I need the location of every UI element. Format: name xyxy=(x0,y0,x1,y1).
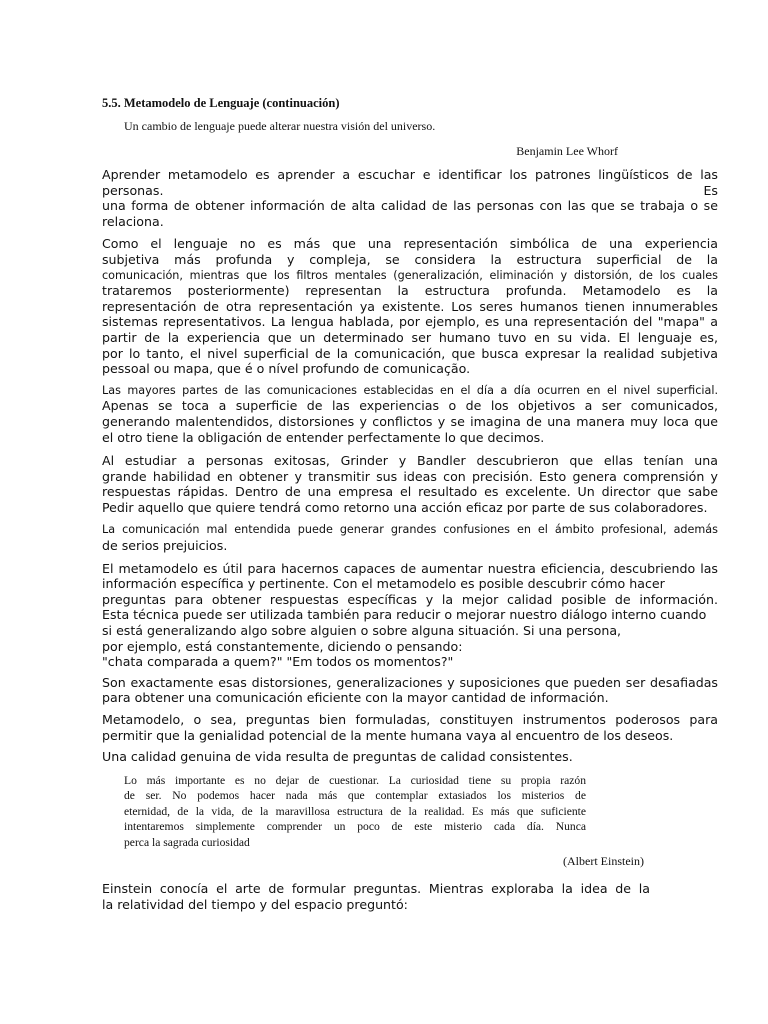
paragraph-1 xyxy=(102,167,718,229)
text-line: partir de la experiencia que un determinado ser humano tuvo en su vida. El lenguaje es, xyxy=(102,329,718,345)
text-line: trataremos posteriormente) representan la estructura profunda. Metamodelo es la xyxy=(102,283,718,299)
section-heading: 5.5. Metamodelo de Lenguaje (continuación) xyxy=(102,96,340,110)
quote-line: de ser. No podemos hacer nada más que contemplar extasiados los misterios de xyxy=(124,789,586,803)
text-line: Esta técnica puede ser utilizada también para reducir o mejorar nuestro diálogo interno cuando xyxy=(102,607,707,623)
text-line: El metamodelo es útil para hacernos capaces de aumentar nuestra eficiencia, descubriendo las xyxy=(102,560,718,576)
text-line: pessoal ou mapa, que é o nível profundo de comunicação. xyxy=(102,361,471,377)
paragraph-7 xyxy=(102,675,718,706)
quote-line: intentaremos simplemente comprender un poco de este misterio cada día. Nunca xyxy=(124,820,586,834)
text-line: Son exactamente esas distorsiones, generalizaciones y suposiciones que pueden ser desafiadas xyxy=(102,674,718,690)
text-line: Las mayores partes de las comunicaciones establecidas en el día a día ocurren en el nivel superficial. xyxy=(102,383,718,397)
text-line: la relatividad del tiempo y del espacio preguntó: xyxy=(102,896,408,912)
text-line: relaciona. xyxy=(102,213,164,229)
text-line: Al estudiar a personas exitosas, Grinder y Bandler descubrieron que ellas tenían una xyxy=(102,453,718,469)
paragraph-10 xyxy=(102,881,650,912)
text-line: Metamodelo, o sea, preguntas bien formuladas, constituyen instrumentos poderosos para xyxy=(102,712,718,727)
text-line: para obtener una comunicación eficiente con la mayor cantidad de información. xyxy=(102,690,609,706)
text-line: permitir que la genialidad potencial de la mente humana vaya al encuentro de los deseos. xyxy=(102,727,674,743)
text-line: una forma de obtener información de alta calidad de las personas con las que se trabaja o se xyxy=(102,198,718,214)
text-line: Una calidad genuina de vida resulta de preguntas de calidad consistentes. xyxy=(102,749,573,765)
text-line: si está generalizando algo sobre alguien o sobre alguna situación. Si una persona, xyxy=(102,623,622,639)
paragraph-6 xyxy=(102,561,718,670)
text-line: de serios prejuicios. xyxy=(102,538,228,554)
text-line: representación de otra representación ya existente. Los seres humanos tienen innumerables xyxy=(102,298,718,314)
text-line: información específica y pertinente. Con el metamodelo es posible descubrir cómo hacer xyxy=(102,576,665,592)
quote-line: eternidad, de la vida, de la maravillosa estructura de la realidad. Es más que suficiente xyxy=(124,804,586,818)
text-line: por ejemplo, está constantemente, diciendo o pensando: xyxy=(102,638,463,654)
quote-line: perca la sagrada curiosidad xyxy=(124,835,250,849)
document-page xyxy=(102,96,718,917)
text-line: Como el lenguaje no es más que una representación simbólica de una experiencia xyxy=(102,236,718,252)
text-line: sistemas representativos. La lengua hablada, por ejemplo, es una representación del "mapa" a xyxy=(102,314,718,330)
paragraph-2 xyxy=(102,236,718,376)
text-line: respuestas rápidas. Dentro de una empresa el resultado es excelente. Un director que sabe xyxy=(102,484,718,500)
text-line: por lo tanto, el nivel superficial de la comunicación, que busca expresar la realidad subjetiva xyxy=(102,345,718,361)
text-line: preguntas para obtener respuestas específicas y la mejor calidad posible de información. xyxy=(102,591,718,607)
text-line: Aprender metamodelo es aprender a escuchar e identificar los patrones lingüísticos de las personas. Es xyxy=(102,167,718,198)
einstein-quote xyxy=(124,773,586,851)
text-line: "chata comparada a quem?" "Em todos os momentos?" xyxy=(102,654,454,670)
paragraph-8 xyxy=(102,712,718,743)
paragraph-9 xyxy=(102,749,718,765)
quote-line: Lo más importante es no dejar de cuestionar. La curiosidad tiene su propia razón xyxy=(124,773,586,787)
text-line: grande habilidad en obtener y transmitir sus ideas con precisión. Esto genera comprensión y xyxy=(102,468,718,484)
paragraph-5 xyxy=(102,522,718,553)
text-line: generando malentendidos, distorsiones y conflictos y se imagina de una manera muy loca que xyxy=(102,413,718,429)
text-line: Pedir aquello que quiere tendrá como retorno una acción eficaz por parte de sus colaboradores. xyxy=(102,499,708,515)
text-line: Apenas se toca a superficie de las experiencias o de los objetivos a ser comunicados, xyxy=(102,398,718,414)
text-line: La comunicación mal entendida puede generar grandes confusiones en el ámbito profesional, además xyxy=(102,523,718,537)
quote-author: (Albert Einstein) xyxy=(563,854,644,869)
epigraph-author: Benjamin Lee Whorf xyxy=(516,144,618,158)
text-line: subjetiva más profunda y compleja, se considera la estructura superficial de la xyxy=(102,251,718,267)
epigraph-text: Un cambio de lenguaje puede alterar nuestra visión del universo. xyxy=(124,119,436,133)
text-line: comunicación, mientras que los filtros mentales (generalización, eliminación y distorsión, de los cuales xyxy=(102,268,718,282)
paragraph-4 xyxy=(102,453,718,515)
paragraph-3 xyxy=(102,383,718,445)
text-line: Einstein conocía el arte de formular preguntas. Mientras exploraba la idea de la xyxy=(102,881,650,897)
text-line: el otro tiene la obligación de entender perfectamente lo que decimos. xyxy=(102,429,545,445)
